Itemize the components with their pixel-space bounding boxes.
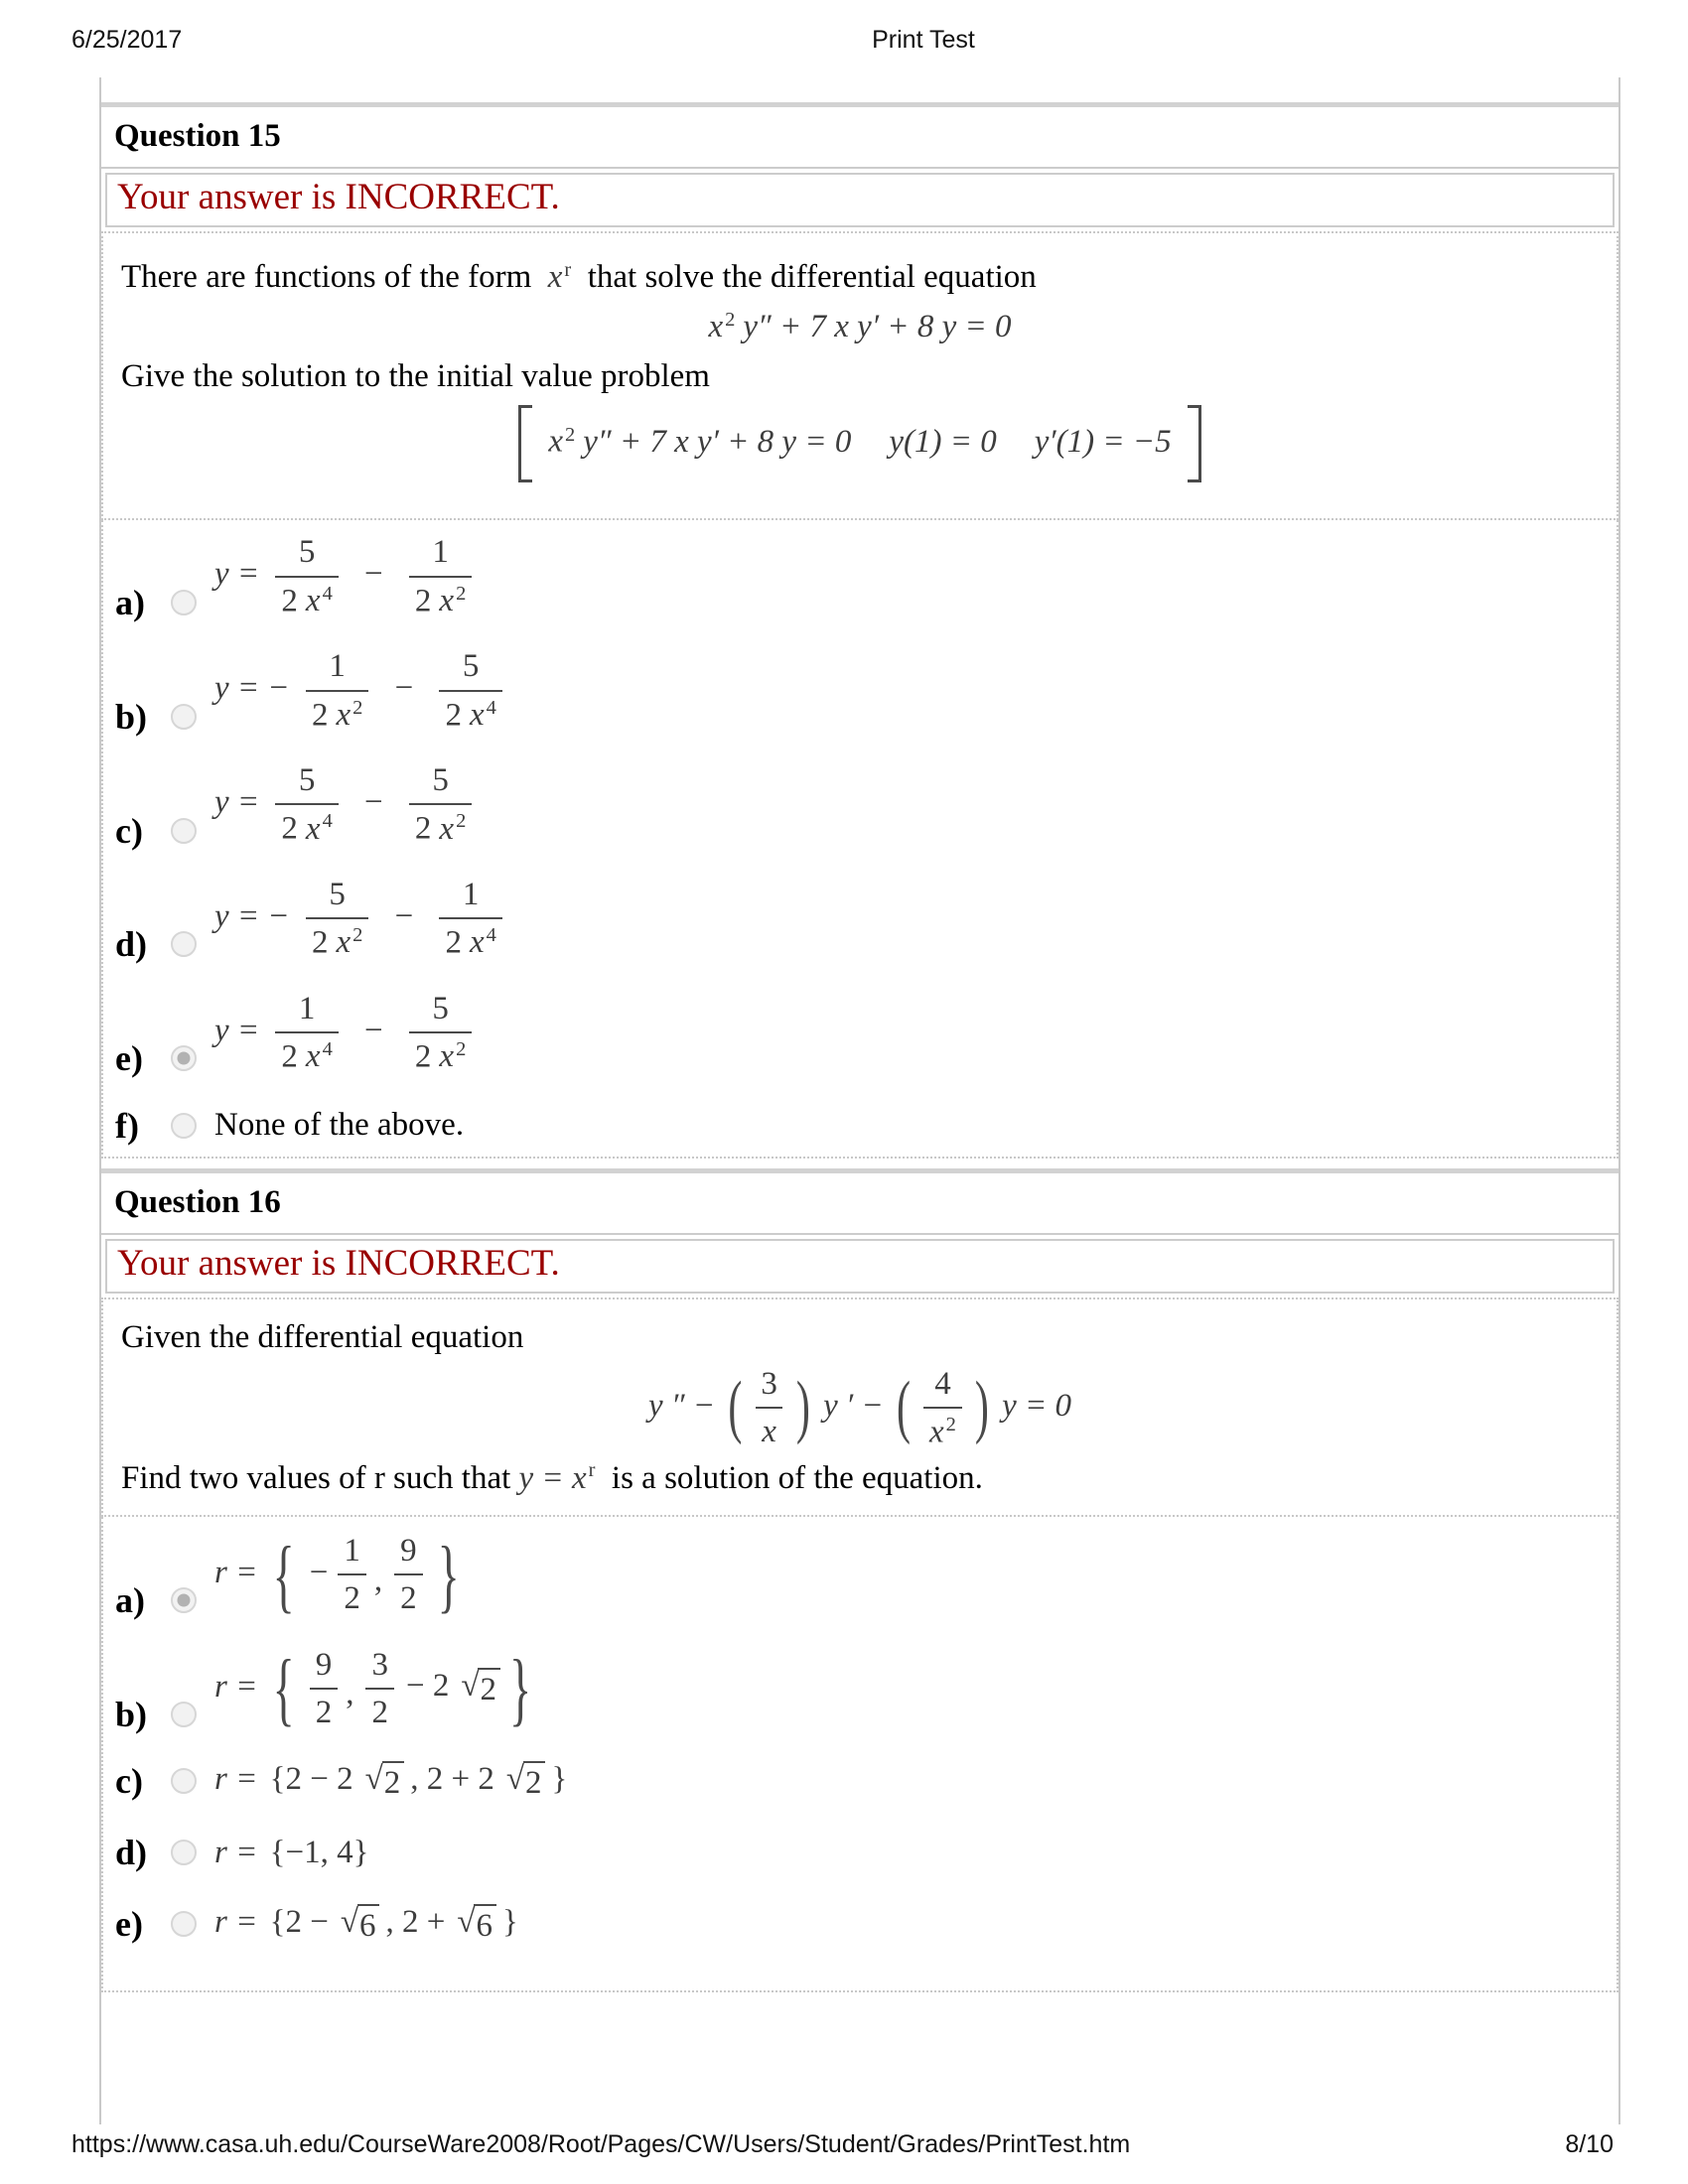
- question-15-header: Question 15: [101, 107, 1618, 169]
- question-16-header: Question 16: [101, 1173, 1618, 1235]
- square-root: √ 2: [506, 1761, 546, 1802]
- y-equals-x-to-r-inline-math: $y = x^r$: [518, 1459, 596, 1496]
- left-brace: {: [272, 1642, 295, 1734]
- footer-url: https://www.casa.uh.edu/CourseWare2008/Root/Pages/CW/Users/Student/Grades/PrintTest.htm: [71, 2130, 1131, 2158]
- q16-option-c: [115, 1760, 1617, 1802]
- option-label: b): [115, 1694, 148, 1734]
- option-label: d): [115, 924, 148, 965]
- question-16-result-banner: Your answer is INCORRECT.: [105, 1239, 1615, 1294]
- q16-ode-equation: y ″ − ( $\frac{3}{x}$ ) y ′ − ( $\frac{4}{x^2}$ ) y = 0: [121, 1366, 1599, 1450]
- right-paren: ): [795, 1368, 810, 1446]
- q15-option-e-radio[interactable]: [171, 1045, 197, 1071]
- q15-intro-line: There are functions of the form $x^r$ that solve the differential equation: [121, 258, 1037, 295]
- option-formula: r = {2 − √ 6 , 2 + √ 6 }: [214, 1903, 518, 1944]
- q16-options: [101, 1517, 1618, 1992]
- ivp-right-bracket: [1188, 405, 1201, 482]
- option-formula: y = − $\frac{5}{2 x^2}$ − $\frac{1}{2 x^4}$: [214, 877, 510, 961]
- option-formula: r = {−1, 4}: [214, 1834, 369, 1870]
- question-15-result-row: [101, 169, 1618, 231]
- q16-find-line: Find two values of r such that $y = x^r$ is a solution of the equation.: [121, 1459, 983, 1496]
- option-label: f): [115, 1105, 139, 1146]
- option-label: e): [115, 1904, 143, 1945]
- square-root: √ 2: [461, 1668, 500, 1708]
- right-brace: }: [508, 1642, 532, 1734]
- q15-option-d: [115, 876, 1617, 965]
- content-frame: [99, 77, 1620, 2124]
- square-root: √ 2: [365, 1761, 405, 1802]
- option-formula: r = { $\frac{9}{2}$ , $\frac{3}{2}$ − 2 √ 2 }: [214, 1642, 532, 1734]
- comma: ,: [346, 1676, 354, 1712]
- q15-ivp-equation: $x^2$ y″ + 7 x y′ + 8 y = 0 y(1) = 0 y′(1) = −5: [121, 405, 1599, 482]
- q15-option-b-radio[interactable]: [171, 704, 197, 730]
- left-paren: (: [897, 1368, 911, 1446]
- q15-options: [101, 520, 1618, 1158]
- right-paren: ): [974, 1368, 989, 1446]
- question-15-result-banner: Your answer is INCORRECT.: [105, 173, 1615, 227]
- square-root: √ 6: [457, 1904, 496, 1945]
- q16-option-c-radio[interactable]: [171, 1768, 197, 1794]
- q15-option-e: [115, 990, 1617, 1079]
- q15-ode-equation: $x^2$ y″ + 7 x y′ + 8 y = 0: [708, 309, 1012, 345]
- option-formula: r = {2 − 2 √ 2 , 2 + 2 √ 2 }: [214, 1760, 568, 1801]
- right-brace: }: [437, 1529, 460, 1621]
- q16-option-d-radio[interactable]: [171, 1840, 197, 1865]
- q16-option-b-radio[interactable]: [171, 1702, 197, 1727]
- option-label: d): [115, 1833, 148, 1873]
- option-label: e): [115, 1038, 143, 1079]
- q16-option-b: [115, 1642, 1617, 1734]
- option-formula: y = $\frac{1}{2 x^4}$ − $\frac{5}{2 x^2}$: [214, 991, 480, 1075]
- date-text: 6/25/2017: [71, 26, 183, 54]
- q16-option-e-radio[interactable]: [171, 1911, 197, 1937]
- q15-option-c: [115, 762, 1617, 851]
- ivp-left-bracket: [518, 405, 532, 482]
- option-label: b): [115, 696, 148, 737]
- page-number: 8/10: [1565, 2130, 1614, 2158]
- q15-problem-statement: [101, 231, 1618, 520]
- square-root: √ 6: [341, 1904, 380, 1945]
- question-15-section: [101, 102, 1618, 1159]
- option-formula: y = $\frac{5}{2 x^4}$ − $\frac{1}{2 x^2}$: [214, 534, 480, 618]
- q15-option-a-radio[interactable]: [171, 590, 197, 615]
- option-formula: y = − $\frac{1}{2 x^2}$ − $\frac{5}{2 x^4}$: [214, 648, 510, 733]
- q15-option-f-radio[interactable]: [171, 1113, 197, 1139]
- q16-option-a-radio[interactable]: [171, 1587, 197, 1613]
- q15-option-f: [115, 1105, 1617, 1147]
- q16-option-e: [115, 1903, 1617, 1945]
- x-to-r-inline-math: $x^r$: [547, 258, 572, 295]
- option-text: None of the above.: [214, 1107, 465, 1144]
- q16-option-a: [115, 1529, 1617, 1621]
- option-label: c): [115, 810, 143, 851]
- left-paren: (: [728, 1368, 743, 1446]
- q15-option-b: [115, 648, 1617, 737]
- q15-option-c-radio[interactable]: [171, 818, 197, 844]
- question-16-section: [101, 1168, 1618, 1993]
- q16-problem-statement: [101, 1297, 1618, 1517]
- q15-give-line: Give the solution to the initial value problem: [121, 358, 710, 395]
- q15-option-a: [115, 534, 1617, 622]
- option-formula: y = $\frac{5}{2 x^4}$ − $\frac{5}{2 x^2}$: [214, 762, 480, 847]
- option-label: a): [115, 1580, 145, 1621]
- option-label: c): [115, 1761, 143, 1802]
- page-title: Print Test: [872, 26, 975, 54]
- question-16-result-row: [101, 1235, 1618, 1297]
- option-label: a): [115, 582, 145, 622]
- q15-option-d-radio[interactable]: [171, 931, 197, 957]
- option-formula: r = { − $\frac{1}{2}$ , $\frac{9}{2}$ }: [214, 1529, 460, 1621]
- q16-given-line: Given the differential equation: [121, 1318, 524, 1355]
- q16-option-d: [115, 1832, 1617, 1873]
- comma: ,: [373, 1562, 383, 1598]
- left-brace: {: [272, 1529, 295, 1621]
